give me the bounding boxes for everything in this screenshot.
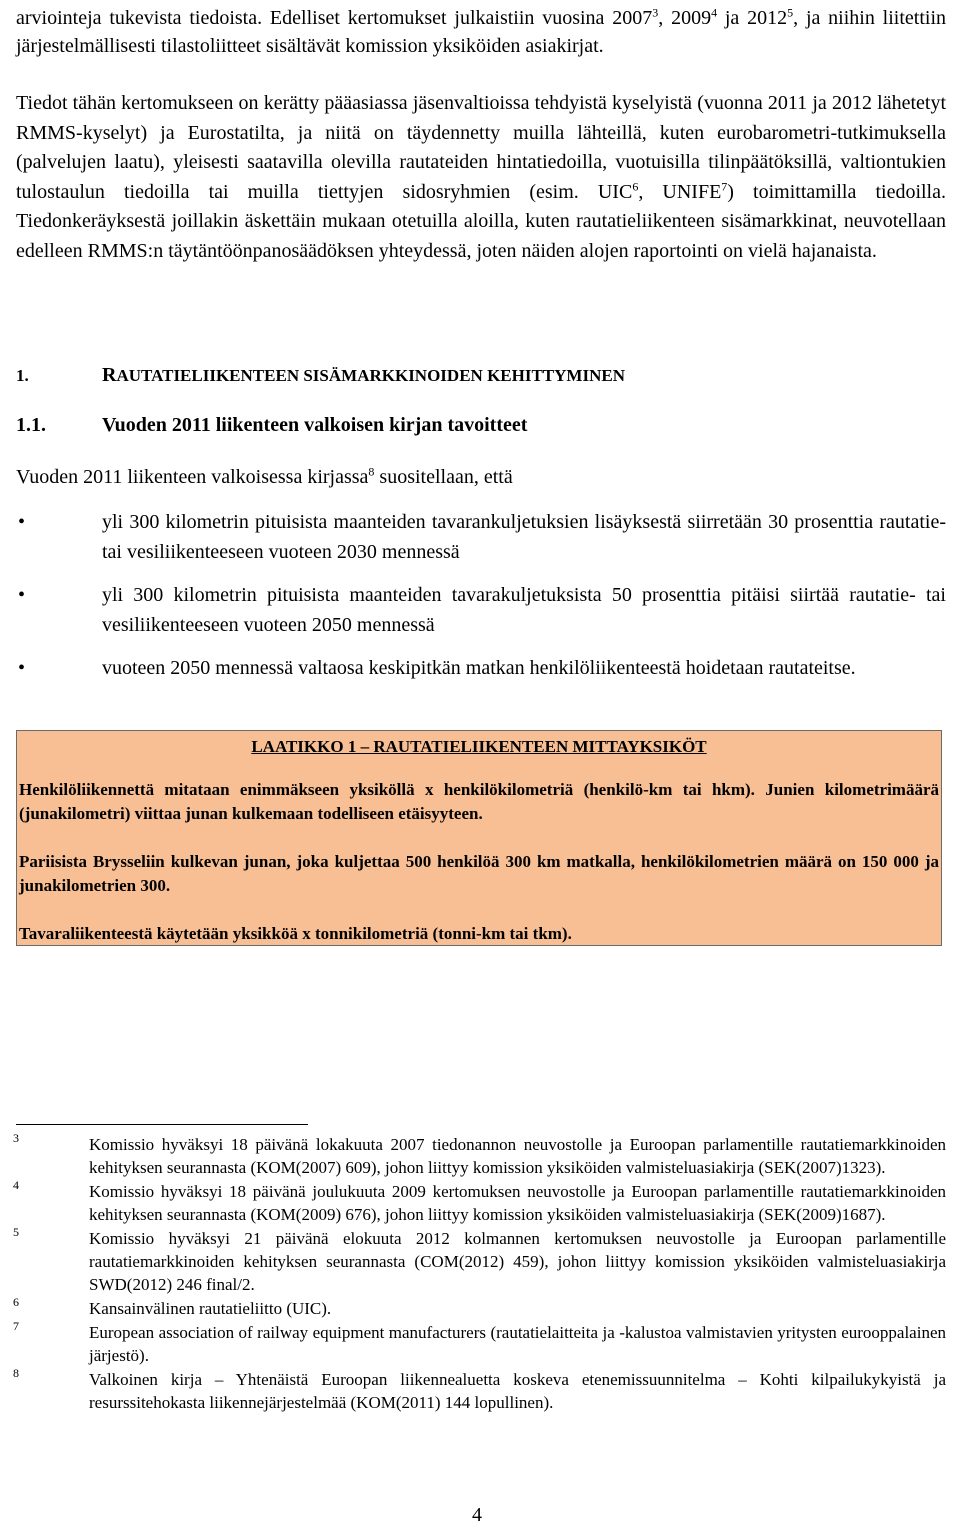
footnote-number: 4 xyxy=(13,1178,19,1192)
intro-line xyxy=(16,466,513,489)
info-box xyxy=(16,730,942,946)
section-heading xyxy=(16,364,625,387)
footnote-number: 6 xyxy=(13,1295,19,1309)
footnote-ref-6[interactable]: 6 xyxy=(632,178,639,193)
footnote xyxy=(13,1225,946,1296)
footnote xyxy=(13,1131,946,1179)
footnote-ref-5[interactable]: 5 xyxy=(787,5,794,20)
footnote-number: 7 xyxy=(13,1319,19,1333)
intro-text: Vuoden 2011 liikenteen valkoisessa kirjassa xyxy=(16,466,369,488)
footnote-number: 3 xyxy=(13,1131,19,1145)
bullet-list xyxy=(16,508,946,698)
footnote-text: Kansainvälinen rautatieliitto (UIC). xyxy=(89,1299,332,1318)
list-item-text: vuoteen 2050 mennessä valtaosa keskipitkän matkan henkilöliikenteestä hoidetaan rautateitse. xyxy=(102,657,856,679)
footnote-text: Komissio hyväksyi 18 päivänä lokakuuta 2007 tiedonannon neuvostolle ja Euroopan parlamentille rautatiemarkkinoiden kehityksen seurannasta (KOM(2007) 609), johon liittyy komission yksiköiden valmisteluasiakirja (SEK(2007)1323). xyxy=(89,1135,946,1177)
footnote-ref-3[interactable]: 3 xyxy=(652,5,659,20)
top-text: arviointeja tukevista tiedoista. Edelliset kertomukset julkaistiin vuosina 2007 xyxy=(16,7,653,29)
subsection-title: Vuoden 2011 liikenteen valkoisen kirjan tavoitteet xyxy=(102,414,528,436)
box-paragraph-2: Pariisista Brysseliin kulkevan junan, joka kuljettaa 500 henkilöä 300 km matkalla, henkilökilometrien määrä on 150 000 ja junakilometrien 300. xyxy=(19,852,939,895)
footnote-ref-7[interactable]: 7 xyxy=(721,178,728,193)
list-item-text: yli 300 kilometrin pituisista maanteiden tavarankuljetuksien lisäyksestä siirretään 30 prosenttia rautatie- tai vesiliikenteeseen vuoteen 2030 mennessä xyxy=(102,511,946,563)
body-paragraph xyxy=(16,89,946,266)
footnote-text: Valkoinen kirja – Yhtenäistä Euroopan liikennealuetta koskeva etenemissuunnitelma – Kohti kilpailukykyistä ja resurssitehokasta liikennejärjestelmää (KOM(2011) 144 lopullinen). xyxy=(89,1370,946,1412)
subsection-number: 1.1. xyxy=(16,414,46,436)
footnote xyxy=(13,1319,946,1367)
section-title: AUTATIELIIKENTEEN SISÄMARKKINOIDEN KEHITTYMINEN xyxy=(116,366,625,385)
list-item xyxy=(16,654,946,684)
bullet-icon: • xyxy=(18,657,26,679)
top-paragraph xyxy=(16,4,946,60)
body-text-1: Tiedot tähän kertomukseen on kerätty pääasiassa jäsenvaltioissa tehdyistä kyselyistä (vuonna 2011 ja 2012 lähetetyt RMMS-kyselyt) ja Eurostatilta, ja niitä on täydennetty muilla lähteillä, kuten eurobarometri-tutkimuksella (palvelujen laatu), yleisesti saatavilla olevilla rautateiden hintatiedoilla, vuotuisilla tilinpäätöksillä, valtiontukien tulostaulun tiedoilla tai muilla tiettyjen sidosryhmien (esim. UIC xyxy=(16,92,946,203)
page-number: 4 xyxy=(472,1504,482,1526)
intro-text-end: suositellaan, että xyxy=(374,466,513,488)
section-title-initial: R xyxy=(102,364,117,386)
bullet-icon: • xyxy=(18,584,26,606)
body-text-3: ) toimittamilla tiedoilla. Tiedonkeräyksestä joillakin äskettäin mukaan otetuilla aloilla, kuten rautatieliikenteen sisämarkkinat, neuvotellaan edelleen RMMS:n täytäntöönpanosäädöksen yhteydessä, joten näiden alojen raportointi on vielä hajanaista. xyxy=(16,180,946,262)
subsection-heading xyxy=(16,414,527,437)
bullet-icon: • xyxy=(18,511,26,533)
footnote-ref-4[interactable]: 4 xyxy=(711,5,718,20)
top-text-2: , 2009 xyxy=(658,7,712,29)
footnote-divider xyxy=(16,1124,308,1125)
footnote-ref-8[interactable]: 8 xyxy=(368,464,375,479)
body-text-2: , UNIFE xyxy=(638,180,722,203)
footnote-number: 5 xyxy=(13,1225,19,1239)
footnote xyxy=(13,1366,946,1414)
footnotes xyxy=(13,1131,946,1415)
box-paragraph-3: Tavaraliikenteestä käytetään yksikköä x tonnikilometriä (tonni-km tai tkm). xyxy=(19,924,572,943)
footnote-number: 8 xyxy=(13,1366,19,1380)
top-text-4: , ja niihin liitettiin järjestelmällisesti tilastoliitteet sisältävät komission yksiköiden asiakirjat. xyxy=(16,7,946,57)
box-paragraph-1: Henkilöliikennettä mitataan enimmäkseen yksiköllä x henkilökilometriä (henkilö-km tai hkm). Junien kilometrimäärä (junakilometri) viittaa junan kulkemaan todelliseen etäisyyteen. xyxy=(19,780,939,823)
box-title: LAATIKKO 1 – RAUTATIELIIKENTEEN MITTAYKSIKÖT xyxy=(251,737,707,756)
section-number: 1. xyxy=(16,366,29,385)
top-text-3: ja 2012 xyxy=(717,7,788,29)
list-item-text: yli 300 kilometrin pituisista maanteiden tavarakuljetuksista 50 prosenttia pitäisi siirtää rautatie- tai vesiliikenteeseen vuoteen 2050 mennessä xyxy=(102,584,946,636)
footnote xyxy=(13,1178,946,1226)
footnote-text: Komissio hyväksyi 18 päivänä joulukuuta 2009 kertomuksen neuvostolle ja Euroopan parlamentille rautatiemarkkinoiden kehityksen seurannasta (KOM(2009) 676), johon liittyy komission yksiköiden valmisteluasiakirja (SEK(2009)1687). xyxy=(89,1182,946,1224)
footnote-text: Komissio hyväksyi 21 päivänä elokuuta 2012 kolmannen kertomuksen neuvostolle ja Euroopan parlamentille rautatiemarkkinoiden kehityksen seurannasta (COM(2012) 459), johon liittyy komission yksiköiden valmisteluasiakirja SWD(2012) 246 final/2. xyxy=(89,1229,946,1294)
footnote xyxy=(13,1295,946,1320)
list-item xyxy=(16,581,946,640)
footnote-text: European association of railway equipment manufacturers (rautatielaitteita ja -kalustoa valmistavien yritysten eurooppalainen järjestö). xyxy=(89,1323,946,1365)
list-item xyxy=(16,508,946,567)
